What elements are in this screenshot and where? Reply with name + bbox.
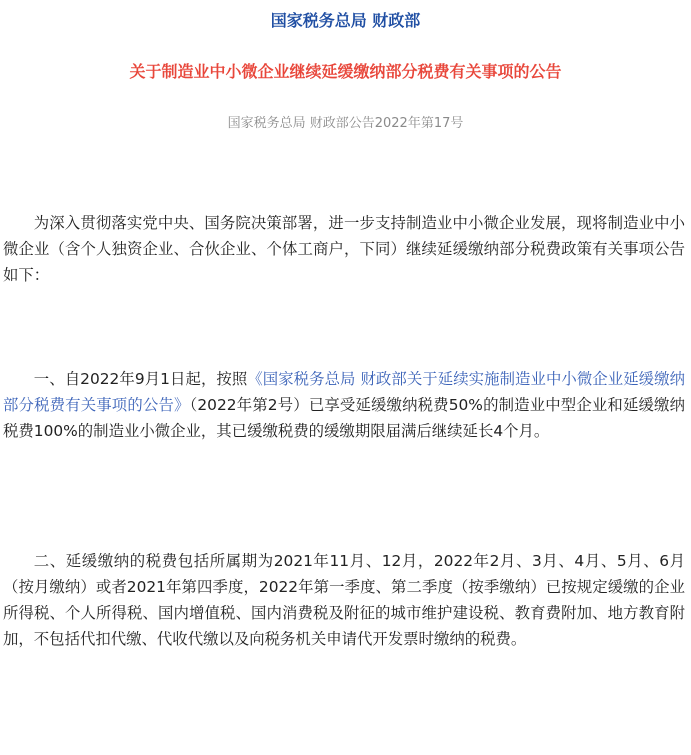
issuing-agency: 国家税务总局 财政部 xyxy=(270,11,421,30)
section-one-lead: 一、自2022年9月1日起，按照 xyxy=(33,370,248,388)
intro-paragraph: 为深入贯彻落实党中央、国务院决策部署，进一步支持制造业中小微企业发展，现将制造业中小微企业（含个人独资企业、合伙企业、个体工商户，下同）继续延缓缴纳部分税费政策有关事项公告如下： xyxy=(3,214,685,284)
section-one-paragraph xyxy=(3,366,685,444)
section-one-rest: （2022年第2号）已享受延缓缴纳税费50%的制造业中型企业和延缓缴纳税费100%的制造业小微企业，其已缓缴税费的缓缴期限届满后继续延长4个月。 xyxy=(3,396,685,440)
referenced-announcement-link[interactable]: 《国家税务总局 财政部关于延续实施制造业中小微企业延缓缴纳部分税费有关事项的公告》 xyxy=(3,370,685,414)
section-two-paragraph: 二、延缓缴纳的税费包括所属期为2021年11月、12月，2022年2月、3月、4月、5月、6月（按月缴纳）或者2021年第四季度，2022年第一季度、第二季度（按季缴纳）已按规定缓缴的企业所得税、个人所得税、国内增值税、国内消费税及附征的城市维护建设税、教育费附加、地方教育附加，不包括代扣代缴、代收代缴以及向税务机关申请代开发票时缴纳的税费。 xyxy=(3,552,685,648)
document-number: 国家税务总局 财政部公告2022年第17号 xyxy=(227,116,464,131)
announcement-title: 关于制造业中小微企业继续延缓缴纳部分税费有关事项的公告 xyxy=(129,62,562,81)
